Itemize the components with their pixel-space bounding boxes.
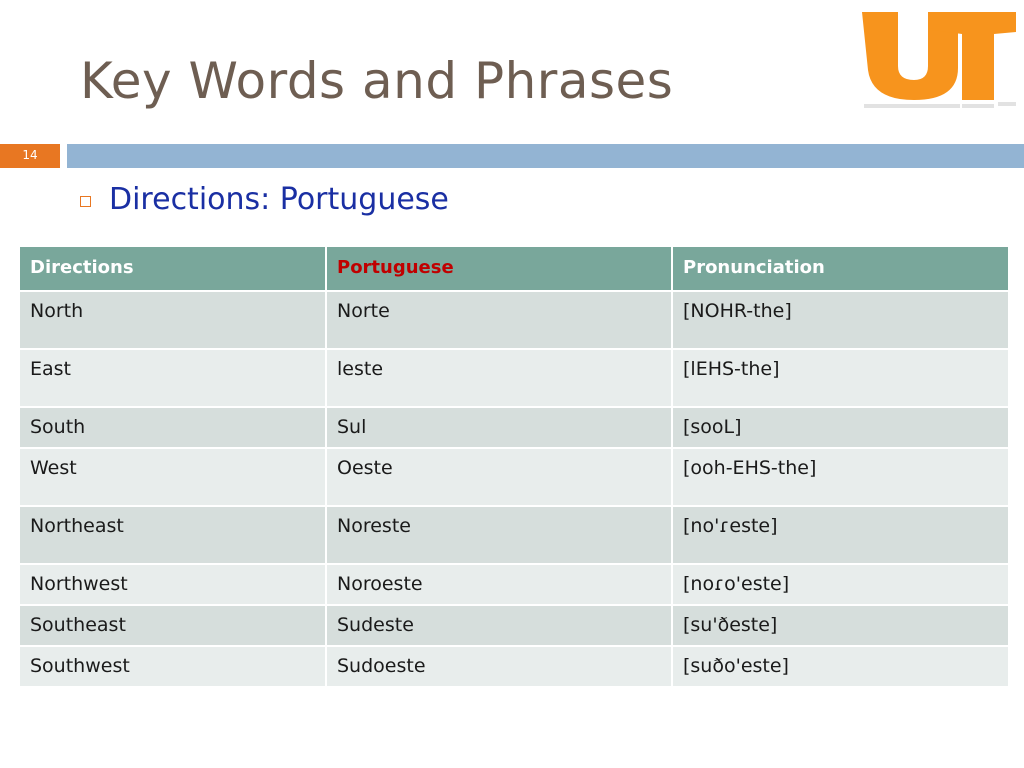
table-row	[19, 506, 1009, 564]
direction-cell: Northwest	[19, 564, 326, 605]
pronunciation-cell: [lEHS-the]	[672, 349, 1009, 407]
direction-cell: East	[19, 349, 326, 407]
header-directions: Directions	[19, 246, 326, 291]
table-row	[19, 407, 1009, 448]
direction-cell: Northeast	[19, 506, 326, 564]
direction-cell: West	[19, 448, 326, 506]
table-row	[19, 448, 1009, 506]
portuguese-cell: Oeste	[326, 448, 672, 506]
pronunciation-cell: [noɾo'este]	[672, 564, 1009, 605]
portuguese-cell: Norte	[326, 291, 672, 349]
table-header-row	[19, 246, 1009, 291]
portuguese-cell: Noreste	[326, 506, 672, 564]
bullet-text: Directions: Portuguese	[109, 182, 449, 217]
pronunciation-cell: [su'ðeste]	[672, 605, 1009, 646]
pronunciation-cell: [sooL]	[672, 407, 1009, 448]
direction-cell: Southeast	[19, 605, 326, 646]
header-portuguese: Portuguese	[326, 246, 672, 291]
header-pronunciation: Pronunciation	[672, 246, 1009, 291]
pronunciation-cell: [NOHR-the]	[672, 291, 1009, 349]
header-bar	[67, 144, 1024, 168]
portuguese-cell: Sudeste	[326, 605, 672, 646]
slide-title: Key Words and Phrases	[80, 52, 674, 110]
portuguese-cell: Sul	[326, 407, 672, 448]
table-row	[19, 291, 1009, 349]
pronunciation-cell: [no'ɾeste]	[672, 506, 1009, 564]
directions-table	[18, 245, 1010, 688]
portuguese-cell: Noroeste	[326, 564, 672, 605]
pronunciation-cell: [suðo'este]	[672, 646, 1009, 687]
table-row	[19, 564, 1009, 605]
portuguese-cell: Sudoeste	[326, 646, 672, 687]
table-row	[19, 646, 1009, 687]
pronunciation-cell: [ooh-EHS-the]	[672, 448, 1009, 506]
direction-cell: Southwest	[19, 646, 326, 687]
table-row	[19, 605, 1009, 646]
bullet-item	[80, 182, 449, 217]
direction-cell: South	[19, 407, 326, 448]
direction-cell: North	[19, 291, 326, 349]
bullet-square-icon	[80, 196, 91, 207]
table-row	[19, 349, 1009, 407]
ut-logo-icon	[858, 8, 1018, 112]
portuguese-cell: leste	[326, 349, 672, 407]
slide-number: 14	[0, 144, 60, 168]
